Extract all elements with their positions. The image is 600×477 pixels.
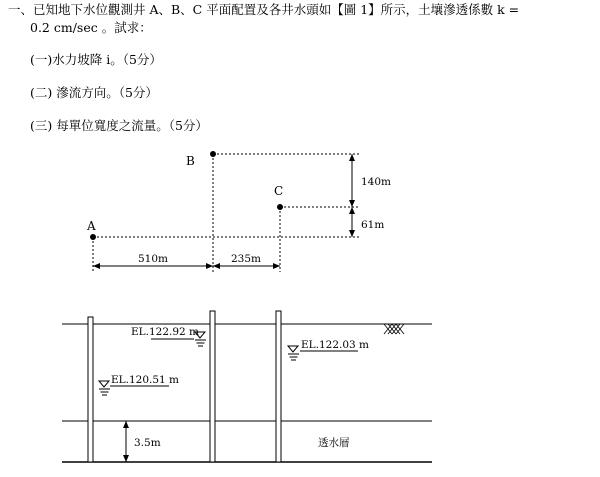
water-level-a-icon — [99, 381, 110, 395]
dim-ab-label: 510m — [138, 253, 168, 265]
question-line-2: 0.2 cm/sec 。試求： — [30, 20, 152, 35]
well-a-label: A — [87, 219, 96, 233]
ground-hatch-icon — [384, 324, 404, 334]
plan-view — [93, 154, 360, 272]
well-c-casing — [276, 311, 281, 462]
sub-question-3: (三) 每單位寬度之流量。（5分） — [30, 118, 208, 133]
question-line-1: 一、已知地下水位觀測井 A、B、C 平面配置及各井水頭如【圖 1】所示，土壤滲透係數 k = — [8, 2, 520, 17]
sub-question-2: (二) 滲流方向。（5分） — [30, 85, 158, 100]
sub-question-1: (一)水力坡降 i。（5分） — [30, 52, 162, 67]
well-c-label: C — [274, 184, 284, 198]
dim-bc-label: 235m — [231, 253, 261, 265]
layer-label: 透水層 — [318, 437, 350, 449]
el-c-label: EL.122.03 m — [301, 339, 370, 351]
well-b-label: B — [186, 154, 195, 168]
depth-label: 3.5m — [134, 437, 161, 449]
well-b-marker — [210, 151, 216, 157]
el-a-label: EL.120.51 m — [111, 374, 180, 386]
dim-vert-lower-label: 61m — [361, 219, 385, 231]
el-b-label: EL.122.92 m — [131, 326, 200, 338]
well-c-marker — [277, 204, 283, 210]
well-b-casing — [210, 311, 215, 462]
dim-vert-upper-label: 140m — [361, 176, 391, 188]
well-a-casing — [88, 317, 93, 462]
water-level-c-icon — [288, 346, 299, 360]
well-a-marker — [90, 234, 96, 240]
